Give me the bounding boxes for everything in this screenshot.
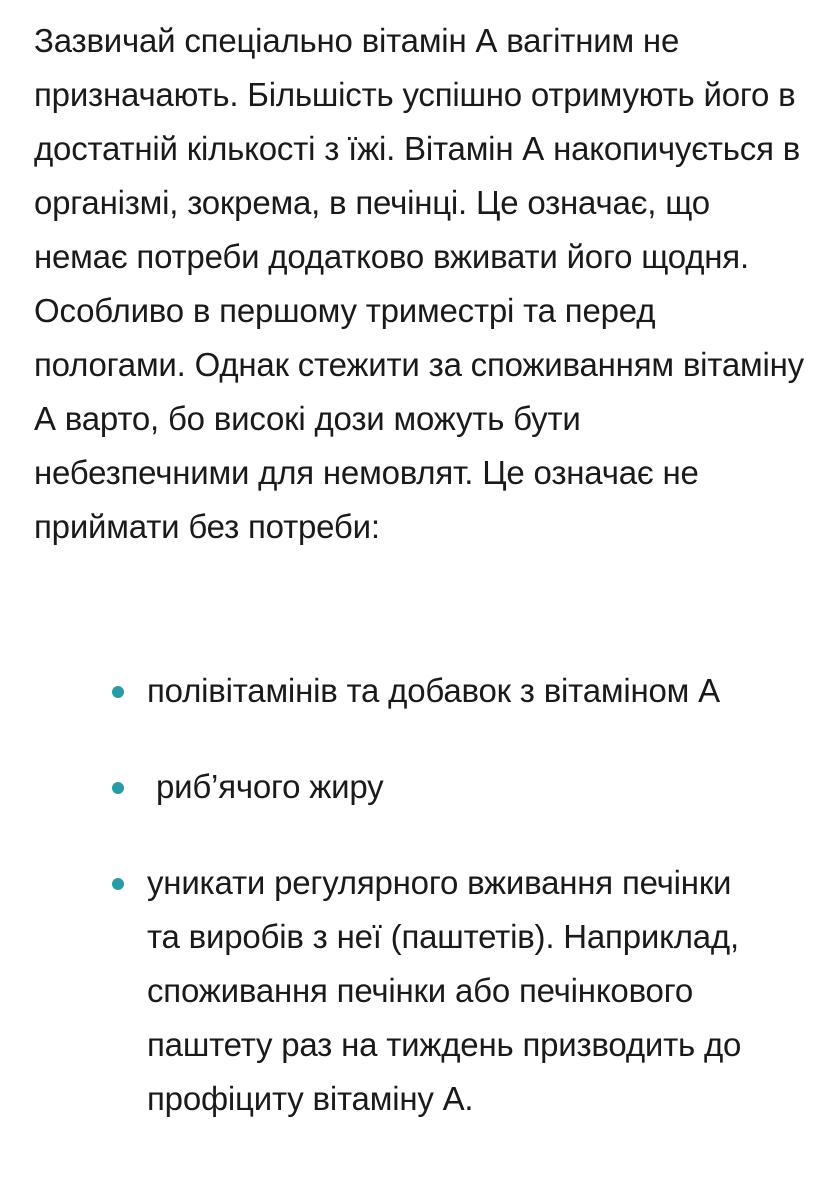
bullet-list [112,664,772,1126]
list-item [112,856,772,1126]
list-item [112,664,772,718]
list-item-text: уникати регулярного вживання печінки та виробів з неї (паштетів). Наприклад, споживання печінки або печінкового паштету раз на тиждень призводить до профіциту вітаміну А. [147,864,742,1117]
list-item-text: риб’ячого жиру [147,768,384,805]
list-item [112,760,772,814]
bullet-dot-icon [112,686,124,698]
article-body [34,14,804,554]
intro-paragraph: Зазвичай спеціально вітамін А вагітним не призначають. Більшість успішно отримують його в достатній кількості з їжі. Вітамін А накопичується в організмі, зокрема, в печінці. Це означає, що немає потреби додатково вживати його щодня. Особливо в першому триместрі та перед пологами. Однак стежити за споживанням вітаміну А варто, бо високі дози можуть бути небезпечними для немовлят. Це означає не приймати без потреби: [34,22,804,545]
bullet-dot-icon [112,782,124,794]
list-item-text: полівітамінів та добавок з вітаміном А [147,672,720,709]
bullet-dot-icon [112,878,124,890]
